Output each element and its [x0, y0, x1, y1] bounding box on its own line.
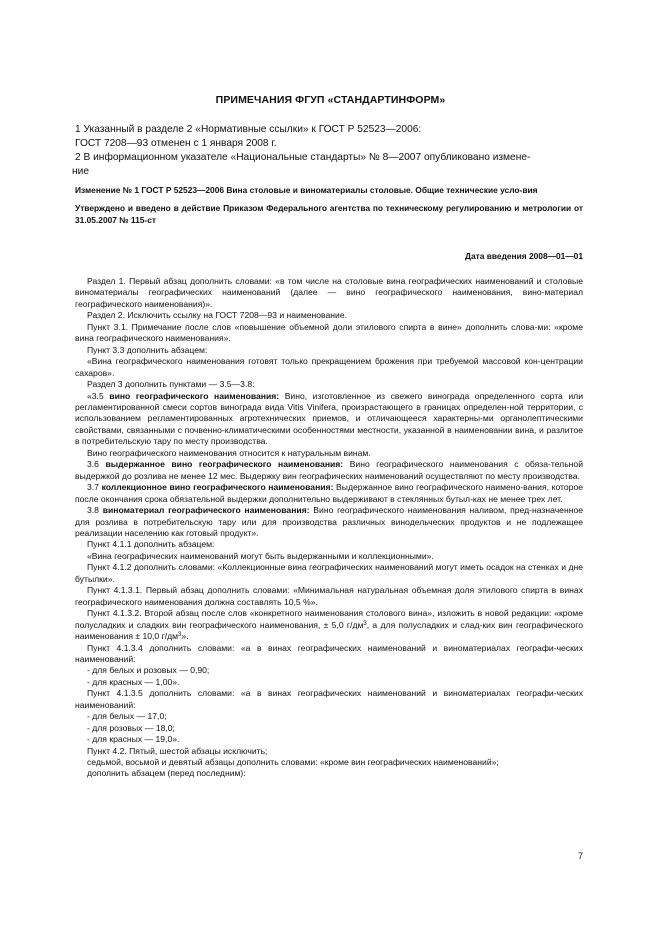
body-paragraph: Пункт 4.1.3.1. Первый абзац дополнить словами: «Минимальная натуральная объемная доля этилового спирта в винах географического наименования должна составлять 10,5 %». — [75, 585, 583, 607]
defined-term: коллекционное вино географического наименования: — [101, 482, 334, 493]
body-paragraph: дополнить абзацем (перед последним): — [87, 768, 246, 779]
clause-number: «3.5 — [87, 390, 104, 401]
body-paragraph: Пункт 3.3 дополнить абзацем: — [87, 344, 208, 355]
list-item: - для белых и розовых — 0,90; — [87, 665, 210, 676]
approval-text: Утверждено и введено в действие Приказом Федерального агентства по техническому регулированию и метрологии от 31.05.2007 № 115-ст — [75, 202, 583, 225]
list-item: - для красных — 19,0». — [87, 734, 180, 745]
clause-number: 3.7 — [87, 482, 99, 493]
amendment-body — [75, 276, 583, 780]
body-paragraph: Пункт 4.1.2 дополнить словами: «Коллекционные вина географических наименований могут иметь осадок на стенках и дне бутылки». — [75, 562, 583, 584]
body-paragraph: «Вина географических наименований могут быть выдержанными и коллекционными». — [87, 550, 434, 561]
text-segment: ». — [181, 631, 189, 642]
body-paragraph: Пункт 4.1.3.4 дополнить словами: «а в винах географических наименований и виноматериалах географи-ческих наименований: — [75, 642, 583, 664]
body-paragraph: Раздел 1. Первый абзац дополнить словами: «в том числе на столовые вина географических наименований и столовые виноматериалы географических наименований (далее — вино географического наименования, вино-материал географического наименования)». — [75, 276, 583, 309]
defined-term: вино географического наименования: — [109, 390, 280, 401]
body-paragraph: седьмой, восьмой и девятый абзацы дополнить словами: «кроме вин географических наименований»; — [87, 757, 499, 768]
amendment-header — [75, 184, 583, 227]
body-paragraph: Пункт 4.2. Пятый, шестой абзацы исключить; — [87, 745, 268, 756]
definition-text: Вино, изготовленное из свежего винограда определенного сорта или регламентированной смеси сортов винограда вида Vitis Vinifera, произрастающего в границах определен-ной территории, с использованием регламентированных агротехнических приемов, и отличающееся характерны-ми органолептическими свойствами, связанными с почвенно-климатическими особенностями местности, указанной в наименовании вина, и разлитое в потребительскую тару по месту производства. — [75, 390, 583, 447]
definition-text: Выдержанное вино географического наимено-вания, которое после окончания срока обязательной выдержки дополнительно выдерживают в стеклянных бутыл-ках не менее трех лет. — [75, 482, 584, 504]
amendment-title: Изменение № 1 ГОСТ Р 52523—2006 Вина столовые и виноматериалы столовые. Общие технические усло-вия — [75, 185, 538, 195]
note-line: ние — [72, 166, 89, 177]
defined-term: виноматериал географического наименования: — [102, 505, 310, 516]
note-line: ГОСТ 7208—93 отменен с 1 января 2008 г. — [75, 138, 277, 149]
body-paragraph: Пункт 4.1.1 дополнить абзацем: — [87, 539, 215, 550]
text-segment: , а для полусладких и слад-ких вин географического наименования ± 10,0 г/дм — [75, 619, 583, 642]
clause-number: 3.8 — [87, 505, 99, 516]
list-item: - для белых — 17,0; — [87, 711, 167, 722]
notes-title: ПРИМЕЧАНИЯ ФГУП «СТАНДАРТИНФОРМ» — [215, 94, 446, 106]
body-paragraph: Раздел 3 дополнить пунктами — 3.5—3.8: — [87, 379, 255, 390]
definition-3-7 — [75, 482, 583, 505]
introduction-date: Дата введения 2008—01—01 — [465, 251, 583, 261]
body-paragraph: Пункт 4.1.3.5 дополнить словами: «а в винах географических наименований и виноматериалах географи-ческих наименований: — [75, 688, 583, 710]
clause-number: 3.6 — [87, 459, 99, 470]
definition-3-5 — [75, 391, 583, 448]
note-line: 2 В информационном указателе «Национальные стандарты» № 8—2007 опубликовано измене- — [75, 152, 531, 163]
list-item: - для красных — 1,00». — [87, 676, 180, 687]
definition-text: Вино географического наименования наливом, пред-назначенное для розлива в потребительскую тару или для производства различных винодельческих продуктов и не подлежащее реализации населению как готовый продукт». — [75, 505, 584, 538]
text-segment: Пункт 4.1.3.2. Второй абзац после слов «конкретного наименования столового вина», изложить в новой редакции: «кроме полусладких и сладких вин географического наименования, ± 5,0 г/дм — [75, 608, 583, 630]
body-paragraph: Пункт 3.1. Примечание после слов «повышение объемной доли этилового спирта в вине» дополнить слова-ми: «кроме вина географического наименования». — [75, 321, 583, 344]
definition-3-6 — [75, 459, 583, 482]
body-paragraph: Вино географического наименования относится к натуральным винам. — [87, 447, 371, 458]
defined-term: выдержанное вино географического наименования: — [105, 459, 344, 470]
definition-text: Вино географического наименования с обяза-тельной выдержкой до розлива не менее 12 мес. Выдержку вин географических наименований осуществляют по месту производства. — [75, 459, 583, 481]
superscript: 3 — [178, 632, 182, 639]
body-paragraph-4-1-3-2 — [75, 608, 583, 642]
page-number: 7 — [577, 851, 583, 861]
definition-3-8 — [75, 505, 583, 539]
list-item: - для розовых — 18,0; — [87, 722, 175, 733]
body-paragraph: «Вина географического наименования готовят только прекращением брожения при требуемой массовой кон-центрации сахаров». — [75, 356, 583, 378]
superscript: 3 — [363, 620, 367, 627]
notes-block — [72, 123, 590, 179]
note-line: 1 Указанный в разделе 2 «Нормативные ссылки» к ГОСТ Р 52523—2006: — [75, 124, 422, 135]
body-paragraph: Раздел 2. Исключить ссылку на ГОСТ 7208—93 и наименование. — [87, 310, 348, 321]
